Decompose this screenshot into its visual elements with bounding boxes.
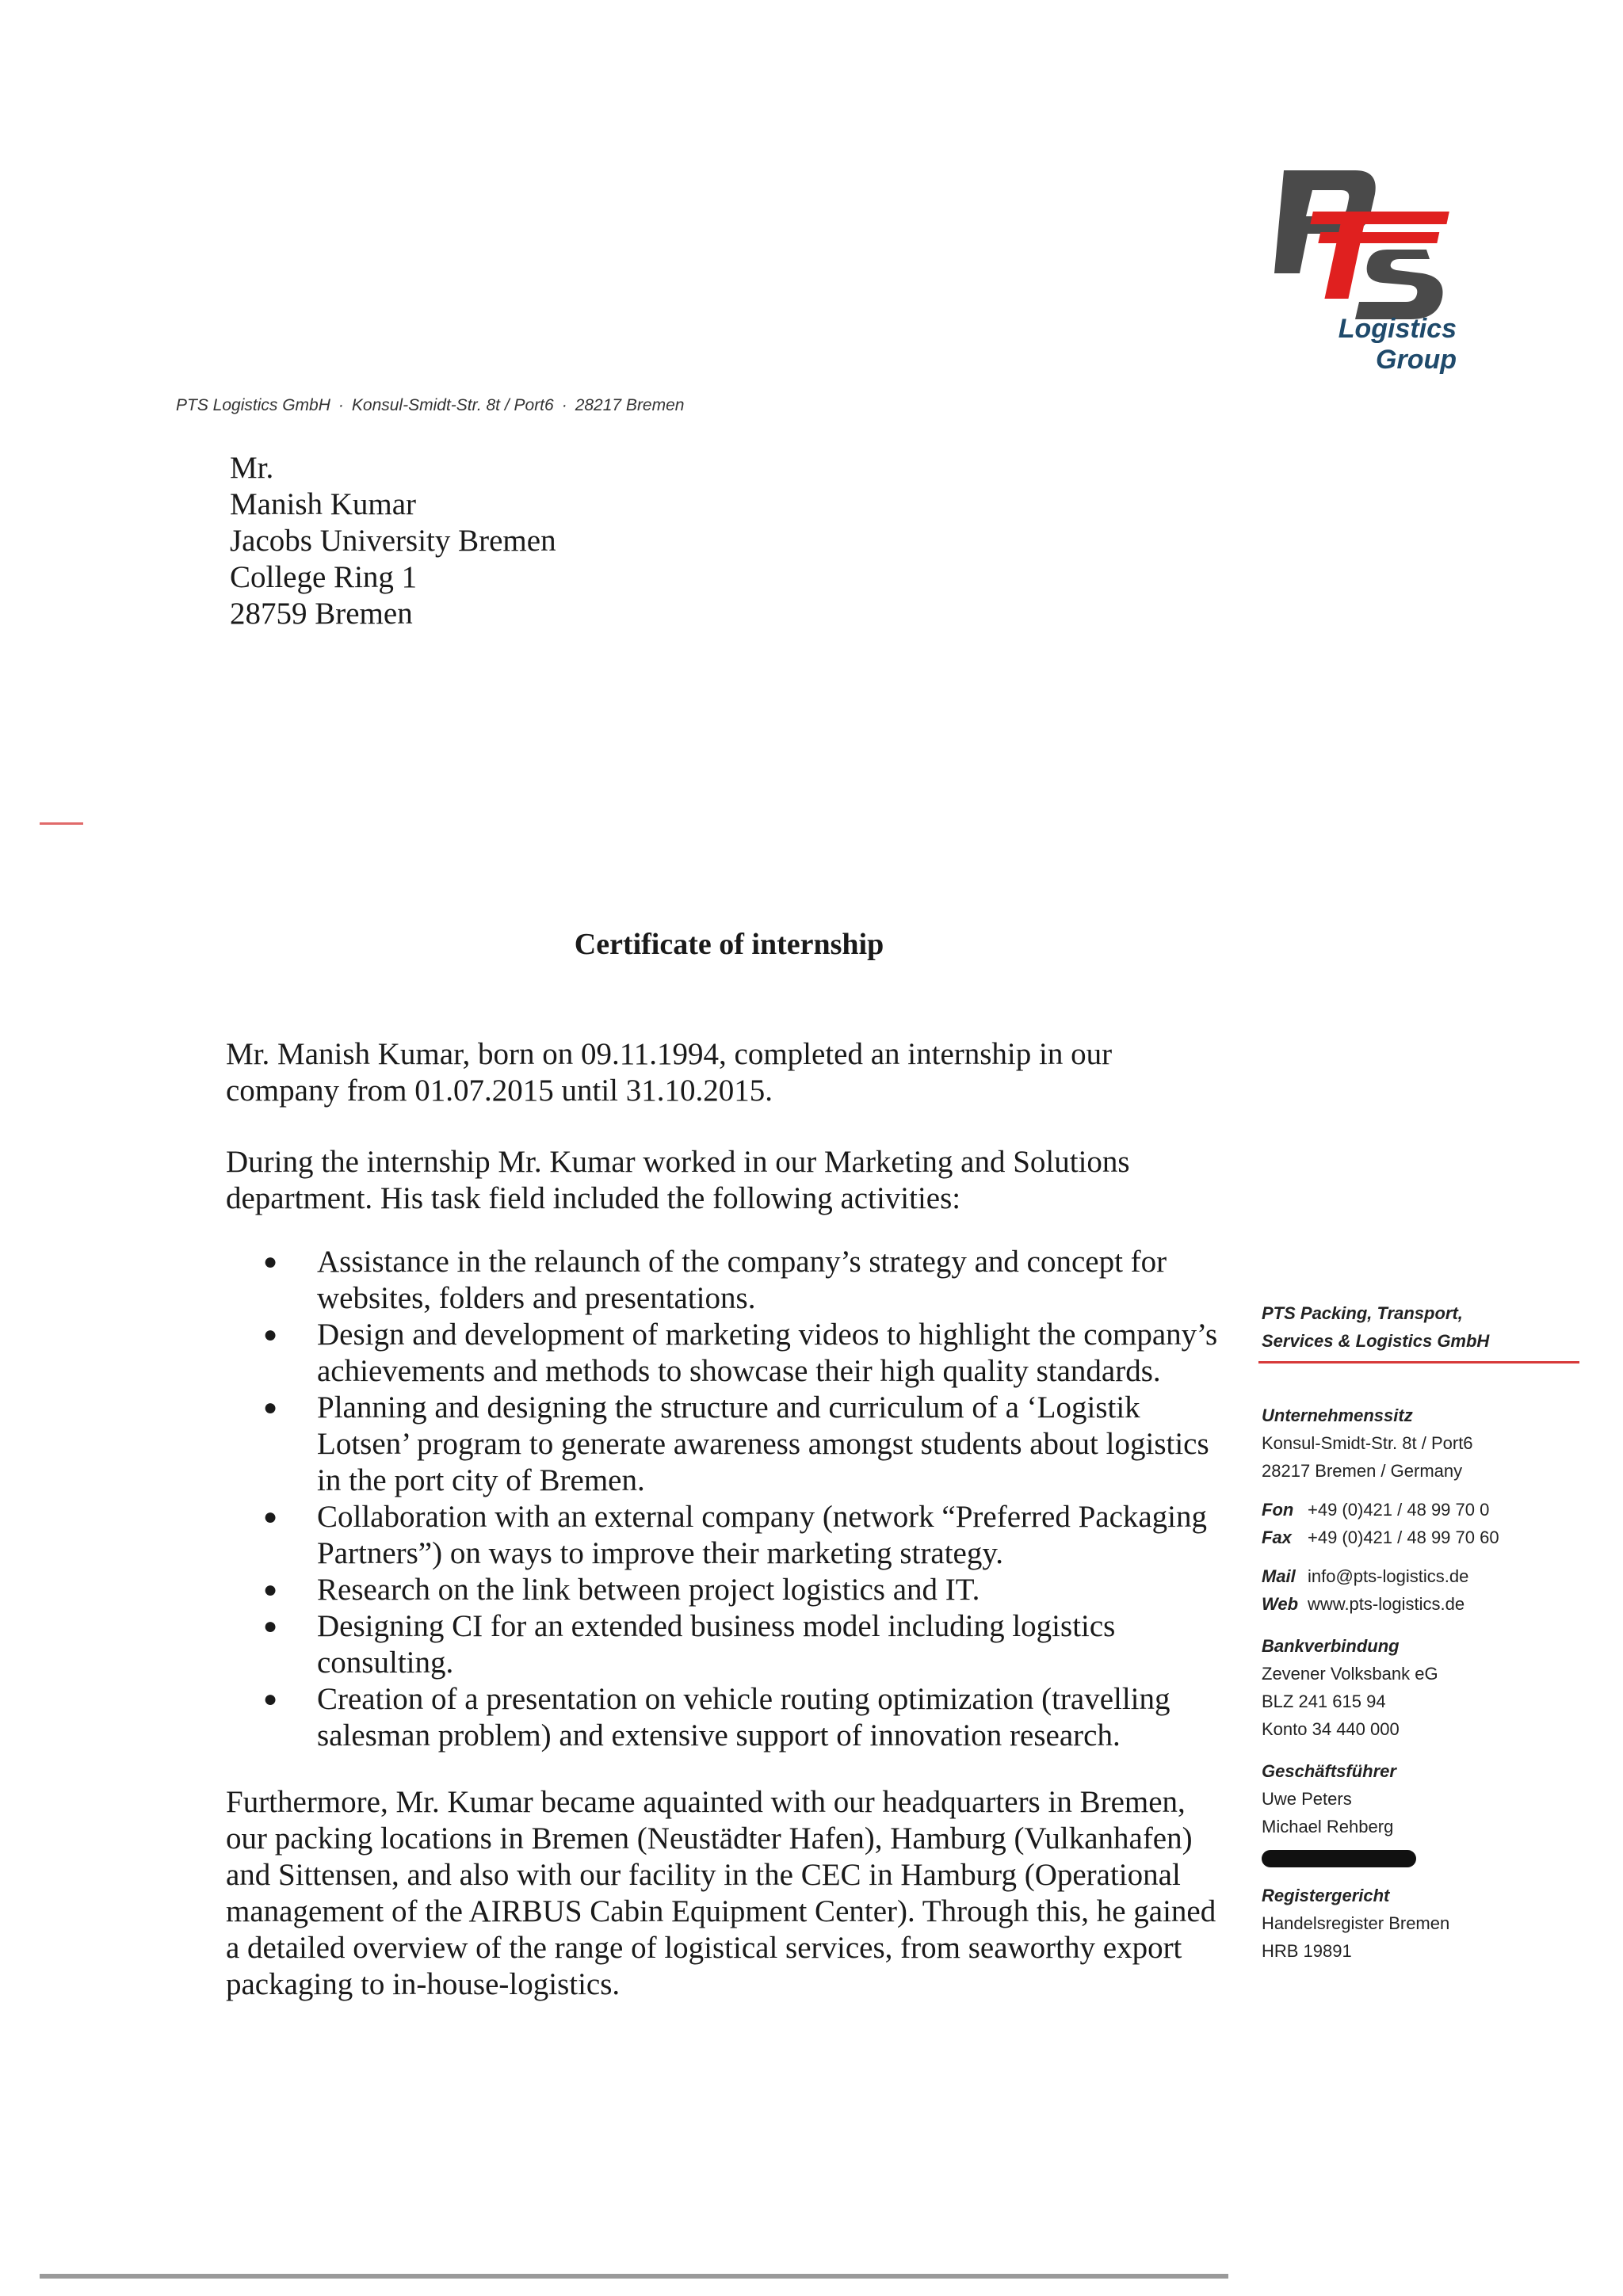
sidebar-company-line2: Services & Logistics GmbH bbox=[1262, 1331, 1490, 1351]
bank-code: BLZ 241 615 94 bbox=[1262, 1691, 1386, 1711]
recipient-salutation: Mr. bbox=[230, 451, 274, 485]
phone-label: Fon bbox=[1262, 1500, 1294, 1520]
bank-name: Zevener Volksbank eG bbox=[1262, 1664, 1438, 1684]
web-address: www.pts-logistics.de bbox=[1308, 1594, 1465, 1614]
bullet-icon: ● bbox=[263, 1394, 278, 1421]
mail-row bbox=[1262, 1562, 1594, 1590]
register-number: HRB 19891 bbox=[1262, 1941, 1352, 1961]
intro-paragraph: Mr. Manish Kumar, born on 09.11.1994, completed an internship in our company from 01.07.2015 until 31.10.2015. bbox=[226, 1037, 1113, 1108]
logo-red-bar-top bbox=[1310, 212, 1449, 224]
sender-address-line: PTS Logistics GmbH · Konsul-Smidt-Str. 8t / Port6 · 28217 Bremen bbox=[176, 396, 685, 414]
recipient-city: 28759 Bremen bbox=[230, 597, 413, 631]
bank-heading: Bankverbindung bbox=[1262, 1636, 1400, 1656]
fax-row bbox=[1262, 1524, 1594, 1551]
list-item bbox=[263, 1317, 1232, 1390]
recipient-name: Manish Kumar bbox=[230, 487, 417, 521]
seat-city: 28217 Bremen / Germany bbox=[1262, 1461, 1463, 1481]
bullet-icon: ● bbox=[263, 1686, 278, 1712]
logo-red-bar-mid bbox=[1318, 232, 1439, 243]
activity-text: Collaboration with an external company (network “Preferred Packaging Partners”) on ways to improve their marketing strategy. bbox=[317, 1500, 1208, 1570]
mail-address: info@pts-logistics.de bbox=[1308, 1566, 1469, 1586]
logo-subtitle: Logistics Group bbox=[1338, 314, 1457, 375]
seat-street: Konsul-Smidt-Str. 8t / Port6 bbox=[1262, 1433, 1473, 1453]
activity-text: Creation of a presentation on vehicle routing optimization (travelling salesman problem) and extensive support of innovation research. bbox=[317, 1682, 1170, 1753]
sidebar-company-line1: PTS Packing, Transport, bbox=[1262, 1303, 1463, 1323]
activity-text: Designing CI for an extended business model including logistics consulting. bbox=[317, 1609, 1116, 1680]
recipient-address bbox=[230, 450, 556, 632]
recipient-organization: Jacobs University Bremen bbox=[230, 524, 556, 558]
managers-heading: Geschäftsführer bbox=[1262, 1761, 1396, 1781]
activity-text: Assistance in the relaunch of the company’s strategy and concept for websites, folders and presentations. bbox=[317, 1245, 1167, 1315]
phone-number: +49 (0)421 / 48 99 70 0 bbox=[1308, 1500, 1490, 1520]
list-item bbox=[263, 1390, 1232, 1499]
sidebar-divider bbox=[1258, 1361, 1579, 1363]
bank-account: Konto 34 440 000 bbox=[1262, 1719, 1400, 1739]
bullet-icon: ● bbox=[263, 1504, 278, 1530]
fax-label: Fax bbox=[1262, 1527, 1292, 1547]
list-item bbox=[263, 1572, 1232, 1608]
sender-city: 28217 Bremen bbox=[575, 396, 685, 414]
mail-label: Mail bbox=[1262, 1566, 1296, 1586]
manager-name: Uwe Peters bbox=[1262, 1789, 1352, 1809]
list-item bbox=[263, 1244, 1232, 1317]
manager-name: Michael Rehberg bbox=[1262, 1817, 1394, 1836]
activity-text: Research on the link between project logistics and IT. bbox=[317, 1573, 980, 1607]
bullet-icon: ● bbox=[263, 1613, 278, 1639]
redaction-bar bbox=[1262, 1850, 1416, 1867]
list-item bbox=[263, 1499, 1232, 1572]
phone-row bbox=[1262, 1496, 1594, 1524]
web-label: Web bbox=[1262, 1594, 1299, 1614]
activities-list bbox=[226, 1244, 1232, 1754]
company-info-sidebar bbox=[1262, 1299, 1594, 1965]
fax-number: +49 (0)421 / 48 99 70 60 bbox=[1308, 1527, 1499, 1547]
department-paragraph: During the internship Mr. Kumar worked in our Marketing and Solutions department. His task field included the following activities: bbox=[226, 1145, 1130, 1215]
bullet-icon: ● bbox=[263, 1577, 278, 1603]
document-title: Certificate of internship bbox=[574, 928, 884, 961]
activity-text: Design and development of marketing videos to highlight the company’s achievements and methods to showcase their high quality standards. bbox=[317, 1318, 1218, 1388]
bottom-rule bbox=[40, 2274, 1228, 2279]
seat-heading: Unternehmenssitz bbox=[1262, 1405, 1413, 1425]
bullet-icon: ● bbox=[263, 1249, 278, 1275]
web-row bbox=[1262, 1590, 1594, 1618]
logo-letter-s bbox=[1355, 250, 1442, 319]
fold-mark bbox=[40, 822, 83, 825]
sender-street: Konsul-Smidt-Str. 8t / Port6 bbox=[351, 396, 554, 414]
activity-text: Planning and designing the structure and curriculum of a ‘Logistik Lotsen’ program to generate awareness amongst students about logistics in the port city of Bremen. bbox=[317, 1390, 1209, 1497]
closing-paragraph: Furthermore, Mr. Kumar became aquainted with our headquarters in Bremen, our packing locations in Bremen (Neustädter Hafen), Hamburg (Vulkanhafen) and Sittensen, and also with our facility in the CEC in Hamburg (Operational management of the AIRBUS Cabin Equipment Center). Through this, he gained a detailed overview of the range of logistical services, from seaworthy export packaging to in-house-logistics. bbox=[226, 1785, 1216, 2001]
list-item bbox=[263, 1608, 1232, 1681]
recipient-street: College Ring 1 bbox=[230, 560, 418, 594]
sender-company: PTS Logistics GmbH bbox=[176, 396, 330, 414]
register-court: Handelsregister Bremen bbox=[1262, 1913, 1450, 1933]
bullet-icon: ● bbox=[263, 1322, 278, 1348]
letter-body bbox=[226, 1036, 1232, 2038]
list-item bbox=[263, 1681, 1232, 1754]
register-heading: Registergericht bbox=[1262, 1886, 1390, 1905]
